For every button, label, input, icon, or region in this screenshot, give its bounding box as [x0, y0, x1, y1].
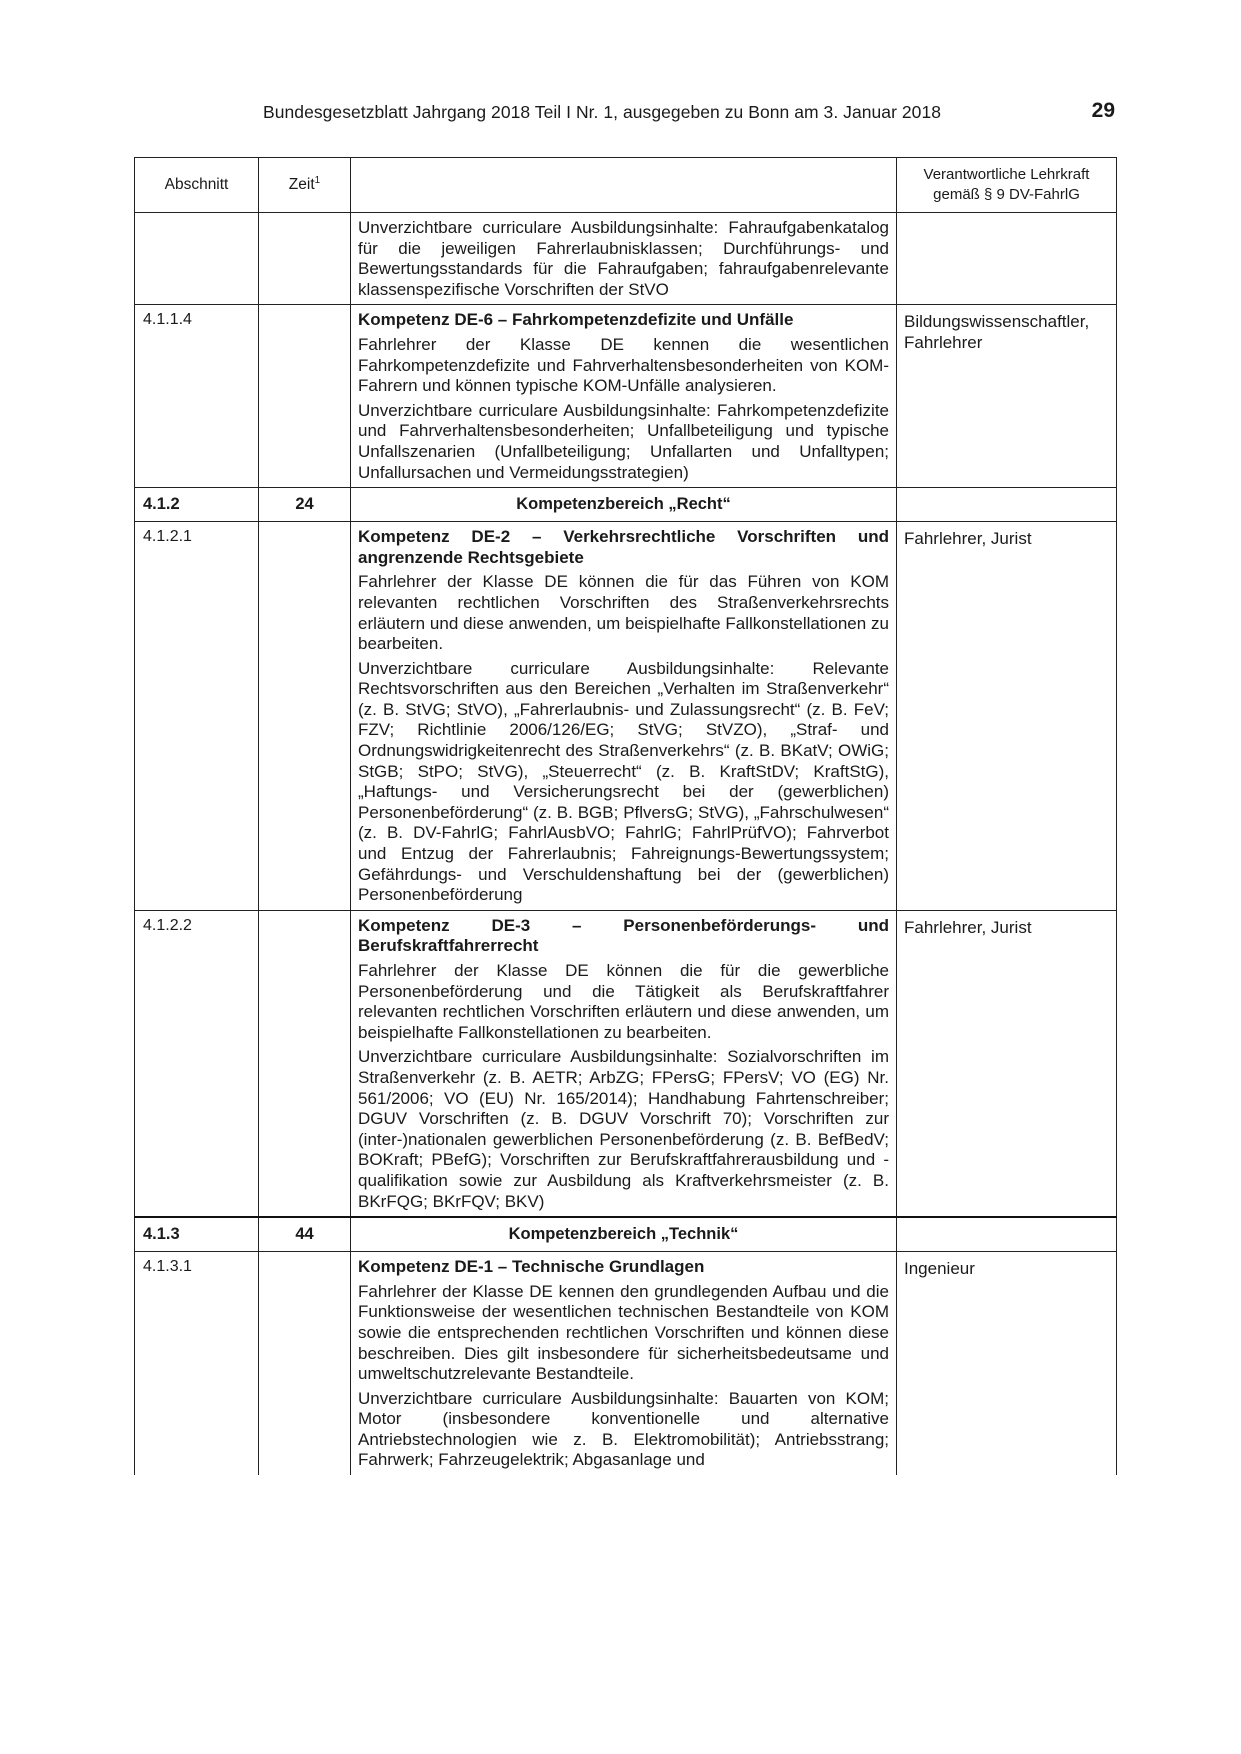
gazette-title: Bundesgesetzblatt Jahrgang 2018 Teil I Nr. 1, ausgegeben zu Bonn am 3. Januar 2018 [263, 102, 942, 122]
ausbildungsinhalte-text: Unverzichtbare curriculare Ausbildungsinhalte: Bauarten von KOM; Motor (insbesondere konventionelle und alternative Antriebstechnologien wie z. B. Elektromobilität); Antriebsstrang; Fahrwerk; Fahrzeugelektrik; Abgasanlage und [358, 1388, 889, 1470]
kompetenz-description: Fahrlehrer der Klasse DE können die für das Führen von KOM relevanten rechtlichen Vorschriften des Straßenverkehrsrechts erläutern und diese anwenden, um beispielhafte Fallkonstellationen zu bearbeiten. [358, 572, 889, 654]
content-cell [351, 305, 897, 488]
lehrkraft-cell: Bildungswissenschaftler, Fahrlehrer [897, 305, 1117, 488]
zeit-cell [259, 1252, 351, 1475]
page-header [135, 99, 1115, 132]
table-row [135, 522, 1117, 911]
col-header-content [351, 158, 897, 213]
kompetenz-title: Kompetenz DE-6 – Fahrkompetenzdefizite und Unfälle [358, 310, 794, 330]
zeit-cell: 24 [259, 488, 351, 522]
abschnitt-cell [135, 213, 259, 305]
abschnitt-cell: 4.1.2.1 [135, 522, 259, 911]
abschnitt-cell: 4.1.1.4 [135, 305, 259, 488]
lehrkraft-cell: Fahrlehrer, Jurist [897, 522, 1117, 911]
table-row [135, 213, 1117, 305]
zeit-cell [259, 213, 351, 305]
ausbildungsinhalte-text: Unverzichtbare curriculare Ausbildungsinhalte: Fahraufgabenkatalog für die jeweiligen Fahrerlaubnisklassen; Durchführungs- und Bewertungsstandards für die Fahraufgaben; fahraufgabenrelevante klassenspezifische Vorschriften der StVO [358, 218, 889, 299]
footnote-ref: 1 [314, 175, 321, 187]
content-cell [351, 522, 897, 911]
col-header-lehrkraft: Verantwortliche Lehrkraft gemäß § 9 DV-FahrlG [897, 158, 1117, 213]
abschnitt-cell: 4.1.3 [135, 1217, 259, 1252]
lehrkraft-cell [897, 1217, 1117, 1252]
table-row [135, 305, 1117, 488]
abschnitt-cell: 4.1.2.2 [135, 910, 259, 1217]
curriculum-table [134, 157, 1117, 1475]
page-number: 29 [1091, 99, 1115, 122]
kompetenz-description: Fahrlehrer der Klasse DE kennen den grundlegenden Aufbau und die Funktionsweise der wesentlichen technischen Bestandteile von KOM sowie die entsprechenden rechtlichen Vorschriften und können diese beschreiben. Dies gilt insbesondere für sicherheitsbedeutsame und umweltschutzrelevante Bestandteile. [358, 1281, 889, 1384]
ausbildungsinhalte-text: Unverzichtbare curriculare Ausbildungsinhalte: Sozialvorschriften im Straßenverkehr (z. B. AETR; ArbZG; FPersG; FPersV; VO (EG) Nr. 561/2006; VO (EU) Nr. 165/2014); Handhabung Fahrtenschreiber; DGUV Vorschriften (z. B. DGUV Vorschrift 70); Vorschriften zur (inter-)nationalen gewerblichen Personenbeförderung (z. B. BefBedV; BOKraft; PBefG); Vorschriften zur Berufskraftfahrerausbildung und -qualifikation sowie zur Ausbildung als Kraftverkehrsmeister (z. B. BKrFQG; BKrFQV; BKV) [358, 1047, 889, 1211]
abschnitt-cell: 4.1.2 [135, 488, 259, 522]
kompetenzbereich-title: Kompetenzbereich „Recht“ [351, 488, 897, 522]
kompetenzbereich-row [135, 488, 1117, 522]
content-cell [351, 910, 897, 1217]
zeit-cell [259, 522, 351, 911]
kompetenzbereich-title: Kompetenzbereich „Technik“ [351, 1217, 897, 1252]
table-row [135, 910, 1117, 1217]
kompetenz-title: Kompetenz DE-2 – Verkehrsrechtliche Vorschriften und angrenzende Rechtsgebiete [358, 527, 889, 567]
kompetenzbereich-row [135, 1217, 1117, 1252]
ausbildungsinhalte-text: Unverzichtbare curriculare Ausbildungsinhalte: Fahrkompetenzdefizite und Fahrverhaltensbesonderheiten; Unfallbeteiligung und typische Unfallszenarien (Unfallbeteiligung; Unfallarten und Unfalltypen; Unfallursachen und Vermeidungsstrategien) [358, 400, 889, 482]
zeit-cell: 44 [259, 1217, 351, 1252]
lehrkraft-cell: Ingenieur [897, 1252, 1117, 1475]
kompetenz-description: Fahrlehrer der Klasse DE kennen die wesentlichen Fahrkompetenzdefizite und Fahrverhaltensbesonderheiten von KOM-Fahrern und können typische KOM-Unfälle analysieren. [358, 334, 889, 396]
kompetenz-description: Fahrlehrer der Klasse DE können die für die gewerbliche Personenbeförderung und die Tätigkeit als Berufskraftfahrer relevanten rechtlichen Vorschriften erläutern und diese anwenden, um beispielhafte Fallkonstellationen zu bearbeiten. [358, 961, 889, 1042]
lehrkraft-cell [897, 213, 1117, 305]
table-header-row [135, 158, 1117, 213]
content-cell [351, 213, 897, 305]
zeit-cell [259, 305, 351, 488]
lehrkraft-cell [897, 488, 1117, 522]
table-row [135, 1252, 1117, 1475]
kompetenz-title: Kompetenz DE-1 – Technische Grundlagen [358, 1257, 705, 1277]
abschnitt-cell: 4.1.3.1 [135, 1252, 259, 1475]
zeit-label: Zeit [288, 176, 315, 194]
lehrkraft-cell: Fahrlehrer, Jurist [897, 910, 1117, 1217]
kompetenz-title: Kompetenz DE-3 – Personenbeförderungs- und Berufskraftfahrerrecht [358, 915, 889, 956]
ausbildungsinhalte-text: Unverzichtbare curriculare Ausbildungsinhalte: Relevante Rechtsvorschriften aus den Bereichen „Verhalten im Straßenverkehr“ (z. B. StVG; StVO), „Fahrerlaubnis- und Zulassungsrecht“ (z. B. FeV; FZV; Richtlinie 2006/126/EG; StVG; StVZO), „Straf- und Ordnungswidrigkeitenrecht des Straßenverkehrs“ (z. B. BKatV; OWiG; StGB; StPO; StVG), „Steuerrecht“ (z. B. KraftStDV; KraftStG), „Haftungs- und Versicherungsrecht bei der (gewerblichen) Personenbeförderung“ (z. B. BGB; PflversG; StVG), „Fahrschulwesen“ (z. B. DV-FahrlG; FahrlAusbVO; FahrlG; FahrlPrüfVO); Fahrverbot und Entzug der Fahrerlaubnis; Fahreignungs-Bewertungssystem; Gefährdungs- und Verschuldenshaftung bei der (gewerblichen) Personenbeförderung [358, 658, 889, 905]
zeit-cell [259, 910, 351, 1217]
content-cell [351, 1252, 897, 1475]
col-header-zeit [259, 158, 351, 213]
col-header-abschnitt: Abschnitt [135, 158, 259, 213]
